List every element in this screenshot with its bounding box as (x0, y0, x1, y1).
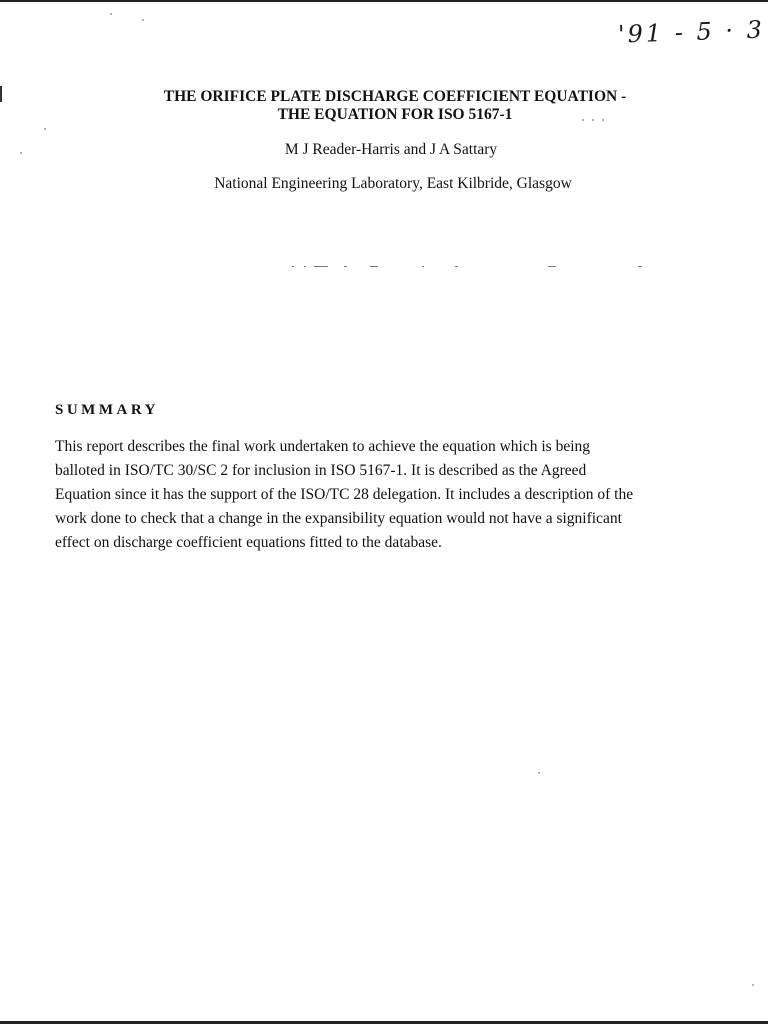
scan-speck (752, 984, 754, 986)
summary-paragraph (55, 435, 745, 555)
summary-line: balloted in ISO/TC 30/SC 2 for inclusion in ISO 5167-1. It is described as the Agreed (55, 462, 587, 479)
scan-speck (110, 13, 112, 15)
authors: M J Reader-Harris and J A Sattary (284, 141, 498, 158)
title-line-1: THE ORIFICE PLATE DISCHARGE COEFFICIENT EQUATION - (163, 88, 627, 105)
scan-noise-row (290, 266, 650, 270)
scan-speck (44, 128, 46, 130)
scan-speck (142, 19, 144, 21)
document-title (0, 88, 768, 124)
handwritten-note: '91 - 5 · 3 (617, 15, 766, 49)
summary-line: work done to check that a change in the expansibility equation would not have a significant (55, 510, 622, 527)
scan-speck (538, 772, 540, 774)
summary-line: effect on discharge coefficient equations fitted to the database. (55, 534, 442, 551)
summary-heading: SUMMARY (55, 402, 159, 418)
scan-top-edge (0, 0, 768, 2)
title-line-2: THE EQUATION FOR ISO 5167-1 (277, 106, 513, 123)
summary-line: Equation since it has the support of the ISO/TC 28 delegation. It includes a description of the (55, 486, 634, 503)
affiliation: National Engineering Laboratory, East Kilbride, Glasgow (214, 175, 572, 192)
summary-line: This report describes the final work undertaken to achieve the equation which is being (55, 438, 591, 455)
